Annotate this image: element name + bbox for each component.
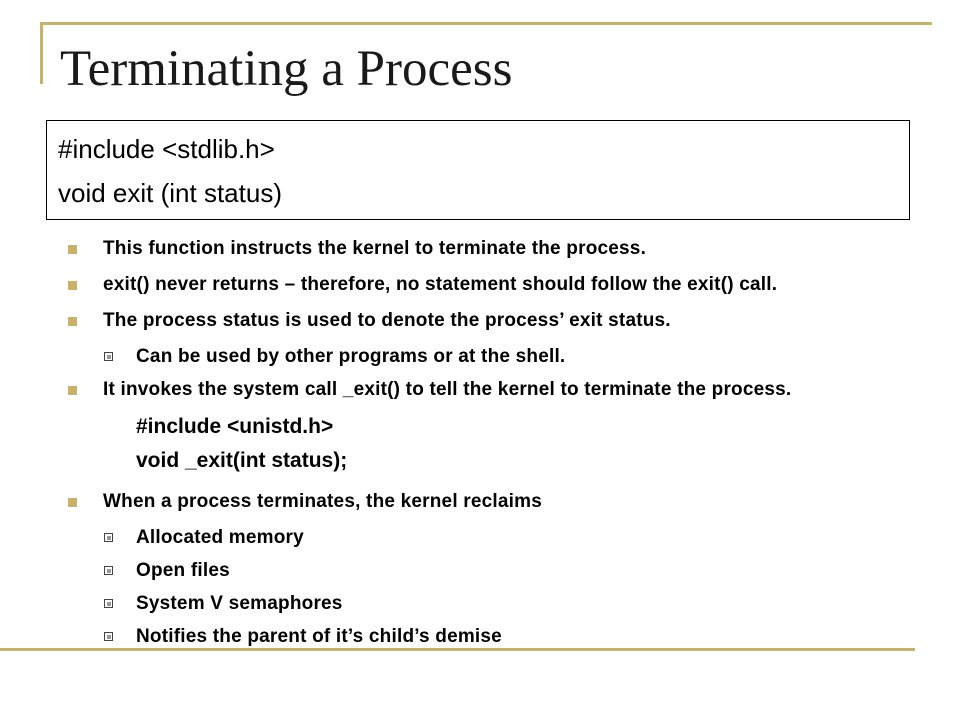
bullet-text: exit() never returns – therefore, no statement should follow the exit() call. — [103, 274, 778, 295]
sub-bullet-item — [66, 588, 896, 619]
bullet-text: It invokes the system call _exit() to tell the kernel to terminate the process. — [103, 379, 792, 400]
bullet-item — [66, 269, 896, 300]
code-line-signature: void exit (int status) — [58, 178, 282, 208]
sub-bullet-item — [66, 555, 896, 586]
bullet-item — [66, 233, 896, 264]
hollow-square-bullet-icon — [104, 352, 113, 361]
header-code-box — [46, 120, 910, 220]
bullet-text: This function instructs the kernel to terminate the process. — [103, 238, 647, 259]
square-bullet-icon — [68, 498, 77, 507]
bullet-item — [66, 305, 896, 336]
sub-bullet-text: Allocated memory — [136, 527, 304, 548]
code-line-include: #include <stdlib.h> — [58, 134, 275, 164]
hollow-square-bullet-icon — [104, 599, 113, 608]
sub-bullet-text: Can be used by other programs or at the shell. — [136, 346, 566, 367]
code-line-unistd: #include <unistd.h> — [136, 415, 334, 438]
square-bullet-icon — [68, 317, 77, 326]
hollow-square-bullet-icon — [104, 632, 113, 641]
square-bullet-icon — [68, 245, 77, 254]
sub-bullet-item — [66, 621, 896, 652]
hollow-square-bullet-icon — [104, 533, 113, 542]
sub-bullet-item — [66, 522, 896, 553]
sub-bullet-item — [66, 341, 896, 372]
decor-left-rule — [40, 22, 43, 84]
bullet-item — [66, 486, 896, 517]
bullet-text: The process status is used to denote the process’ exit status. — [103, 310, 671, 331]
decor-top-rule — [40, 22, 932, 25]
square-bullet-icon — [68, 281, 77, 290]
code-line-exit-signature: void _exit(int status); — [136, 449, 348, 472]
slide-title: Terminating a Process — [60, 41, 513, 97]
sub-bullet-text: Open files — [136, 560, 230, 581]
bullet-list — [66, 233, 896, 654]
bullet-item — [66, 374, 896, 405]
bullet-text: When a process terminates, the kernel reclaims — [103, 491, 542, 512]
square-bullet-icon — [68, 386, 77, 395]
hollow-square-bullet-icon — [104, 566, 113, 575]
sub-bullet-text: System V semaphores — [136, 593, 343, 614]
sub-bullet-text: Notifies the parent of it’s child’s demise — [136, 626, 502, 647]
